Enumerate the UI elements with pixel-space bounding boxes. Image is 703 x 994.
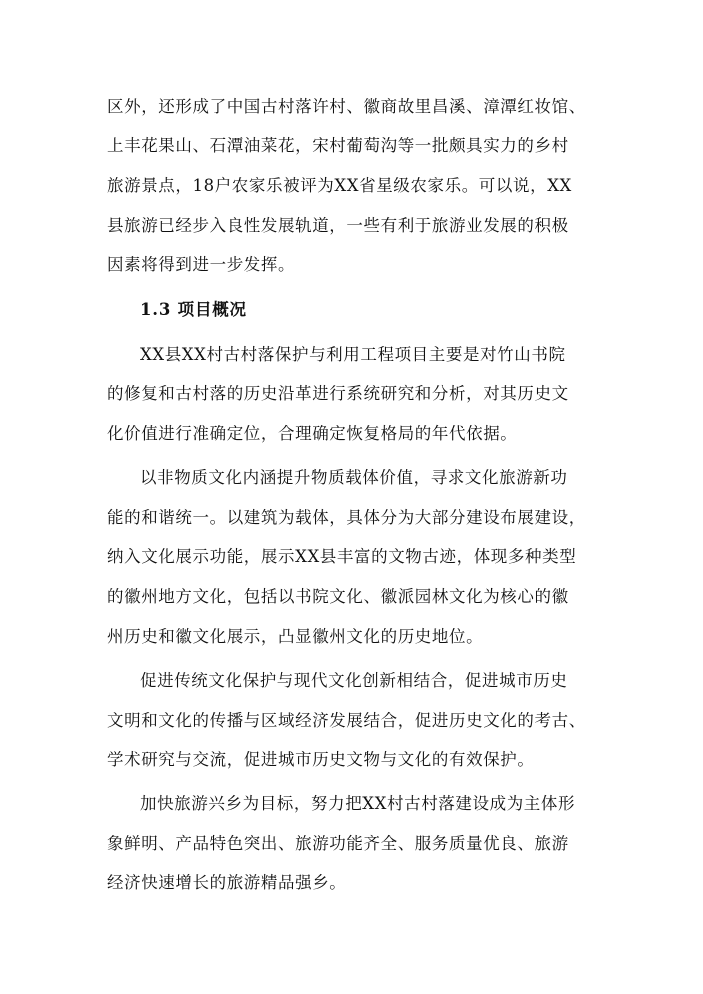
section-heading: 1.3 项目概况 bbox=[140, 300, 247, 319]
text-line: 象鲜明、产品特色突出、旅游功能齐全、服务质量优良、旅游 bbox=[107, 834, 569, 853]
text-line: 县旅游已经步入良性发展轨道，一些有利于旅游业发展的积极 bbox=[107, 216, 569, 235]
text-line: 学术研究与交流，促进城市历史文物与文化的有效保护。 bbox=[107, 750, 535, 769]
text-line: 因素将得到进一步发挥。 bbox=[107, 255, 296, 274]
text-line: 文明和文化的传播与区域经济发展结合，促进历史文化的考古、 bbox=[107, 711, 586, 730]
text-line: 的修复和古村落的历史沿革进行系统研究和分析，对其历史文 bbox=[107, 384, 569, 403]
text-line: 的徽州地方文化，包括以书院文化、徽派园林文化为核心的徽 bbox=[107, 587, 569, 606]
text-line: 能的和谐统一。以建筑为载体，具体分为大部分建设布展建设， bbox=[107, 508, 586, 527]
text-line: 上丰花果山、石潭油菜花，宋村葡萄沟等一批颇具实力的乡村 bbox=[107, 136, 569, 155]
text-line: 州历史和徽文化展示，凸显徽州文化的历史地位。 bbox=[107, 627, 484, 646]
text-line: 旅游景点，18户农家乐被评为XX省星级农家乐。可以说，XX bbox=[107, 176, 572, 195]
text-line: 区外，还形成了中国古村落许村、徽商故里昌溪、漳潭红妆馆、 bbox=[107, 97, 586, 116]
text-line: 化价值进行准确定位，合理确定恢复格局的年代依据。 bbox=[107, 424, 518, 443]
text-line: 经济快速增长的旅游精品强乡。 bbox=[107, 873, 347, 892]
text-line: XX县XX村古村落保护与利用工程项目主要是对竹山书院 bbox=[140, 345, 566, 364]
text-line: 以非物质文化内涵提升物质载体价值，寻求文化旅游新功 bbox=[140, 468, 568, 487]
text-line: 加快旅游兴乡为目标，努力把XX村古村落建设成为主体形 bbox=[140, 794, 576, 813]
text-line: 纳入文化展示功能，展示XX县丰富的文物古迹，体现多种类型 bbox=[107, 547, 577, 566]
text-line: 促进传统文化保护与现代文化创新相结合，促进城市历史 bbox=[140, 671, 568, 690]
